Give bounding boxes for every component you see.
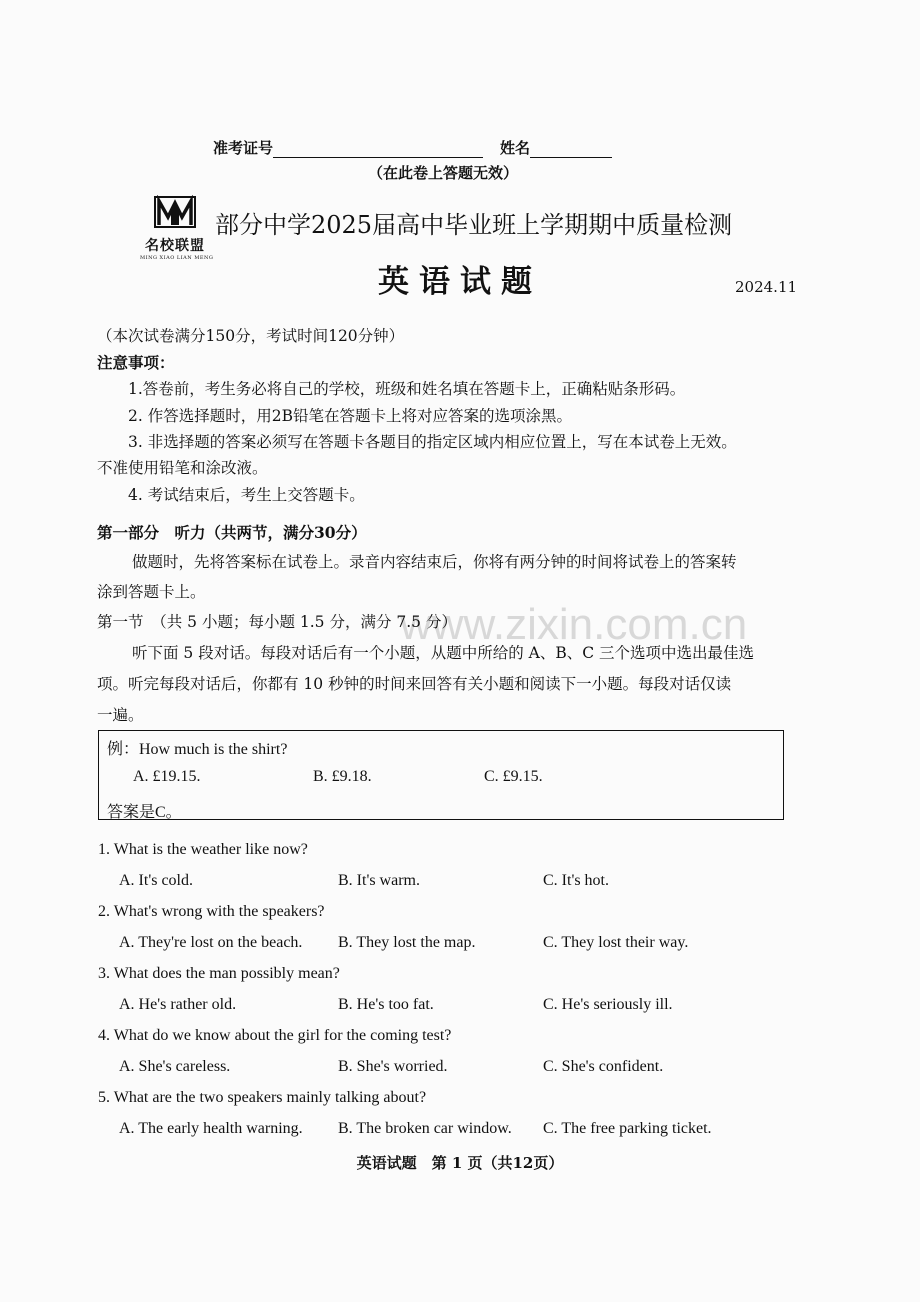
name-field (500, 137, 612, 158)
example-question: 例：How much is the shirt? (107, 741, 288, 758)
note-item: 2. 作答选择题时，用2B铅笔在答题卡上将对应答案的选项涂黑。 (128, 407, 572, 425)
exam-id-field (213, 137, 483, 158)
logo-name: 名校联盟 (145, 238, 205, 254)
league-logo (140, 195, 214, 265)
watermark: www.zixin.com.cn (400, 600, 748, 649)
option-c: C. They lost their way. (543, 934, 689, 951)
option-a: A. She's careless. (119, 1058, 231, 1075)
example-answer: 答案是C。 (107, 804, 182, 821)
example-option: C. £9.15. (484, 768, 543, 785)
option-b: B. He's too fat. (338, 996, 434, 1013)
logo-pinyin: MING XIAO LIAN MENG (140, 255, 214, 261)
name-blank (530, 141, 612, 158)
example-option: A. £19.15. (133, 768, 201, 785)
exam-title: 部分中学2025届高中毕业班上学期期中质量检测 (215, 211, 733, 239)
option-c: C. The free parking ticket. (543, 1120, 712, 1137)
option-a: A. It's cold. (119, 872, 193, 889)
question-2: 2. What's wrong with the speakers? (98, 903, 325, 920)
name-label: 姓名 (500, 139, 531, 157)
exam-date: 2024.11 (735, 278, 798, 296)
note-item: 3. 非选择题的答案必须写在答题卡各题目的指定区域内相应位置上，写在本试卷上无效。 (128, 433, 737, 451)
option-a: A. They're lost on the beach. (119, 934, 303, 951)
question-4: 4. What do we know about the girl for the coming test? (98, 1027, 452, 1044)
question-5: 5. What are the two speakers mainly talking about? (98, 1089, 427, 1106)
part1-desc: 做题时，先将答案标在试卷上。录音内容结束后，你将有两分钟的时间将试卷上的答案转 (132, 553, 737, 571)
question-3: 3. What does the man possibly mean? (98, 965, 340, 982)
option-c: C. It's hot. (543, 872, 609, 889)
section1-desc: 项。听完每段对话后，你都有 10 秒钟的时间来回答有关小题和阅读下一小题。每段对话仅读 (97, 675, 732, 693)
exam-info: （本次试卷满分150分，考试时间120分钟） (97, 327, 405, 345)
note-item: 4. 考试结束后，考生上交答题卡。 (128, 486, 365, 504)
notes-heading: 注意事项： (97, 353, 175, 372)
exam-id-label: 准考证号 (213, 139, 274, 157)
exam-subject: 英语试题 (378, 264, 542, 300)
section1-desc: 一遍。 (97, 706, 144, 724)
option-a: A. He's rather old. (119, 996, 237, 1013)
section1-desc: 听下面 5 段对话。每段对话后有一个小题，从题中所给的 A、B、C 三个选项中选出最佳选 (132, 644, 755, 662)
option-a: A. The early health warning. (119, 1120, 303, 1137)
option-b: B. She's worried. (338, 1058, 448, 1075)
answer-invalid-notice: （在此卷上答题无效） (368, 164, 519, 182)
note-item: 不准使用铅笔和涂改液。 (97, 459, 268, 477)
option-c: C. He's seriously ill. (543, 996, 673, 1013)
exam-id-blank (273, 141, 483, 158)
part1-desc: 涂到答题卡上。 (97, 583, 206, 601)
logo-m-icon (154, 195, 196, 229)
question-1: 1. What is the weather like now? (98, 841, 308, 858)
note-item: 1.答卷前，考生务必将自己的学校，班级和姓名填在答题卡上，正确粘贴条形码。 (128, 380, 686, 398)
option-b: B. They lost the map. (338, 934, 476, 951)
page-footer: 英语试题 第 1 页（共12页） (356, 1154, 564, 1172)
section1-heading: 第一节 （共 5 小题；每小题 1.5 分，满分 7.5 分） (97, 613, 457, 631)
option-c: C. She's confident. (543, 1058, 664, 1075)
example-option: B. £9.18. (313, 768, 372, 785)
option-b: B. It's warm. (338, 872, 420, 889)
option-b: B. The broken car window. (338, 1120, 512, 1137)
part1-heading: 第一部分 听力（共两节，满分30分） (97, 523, 367, 542)
